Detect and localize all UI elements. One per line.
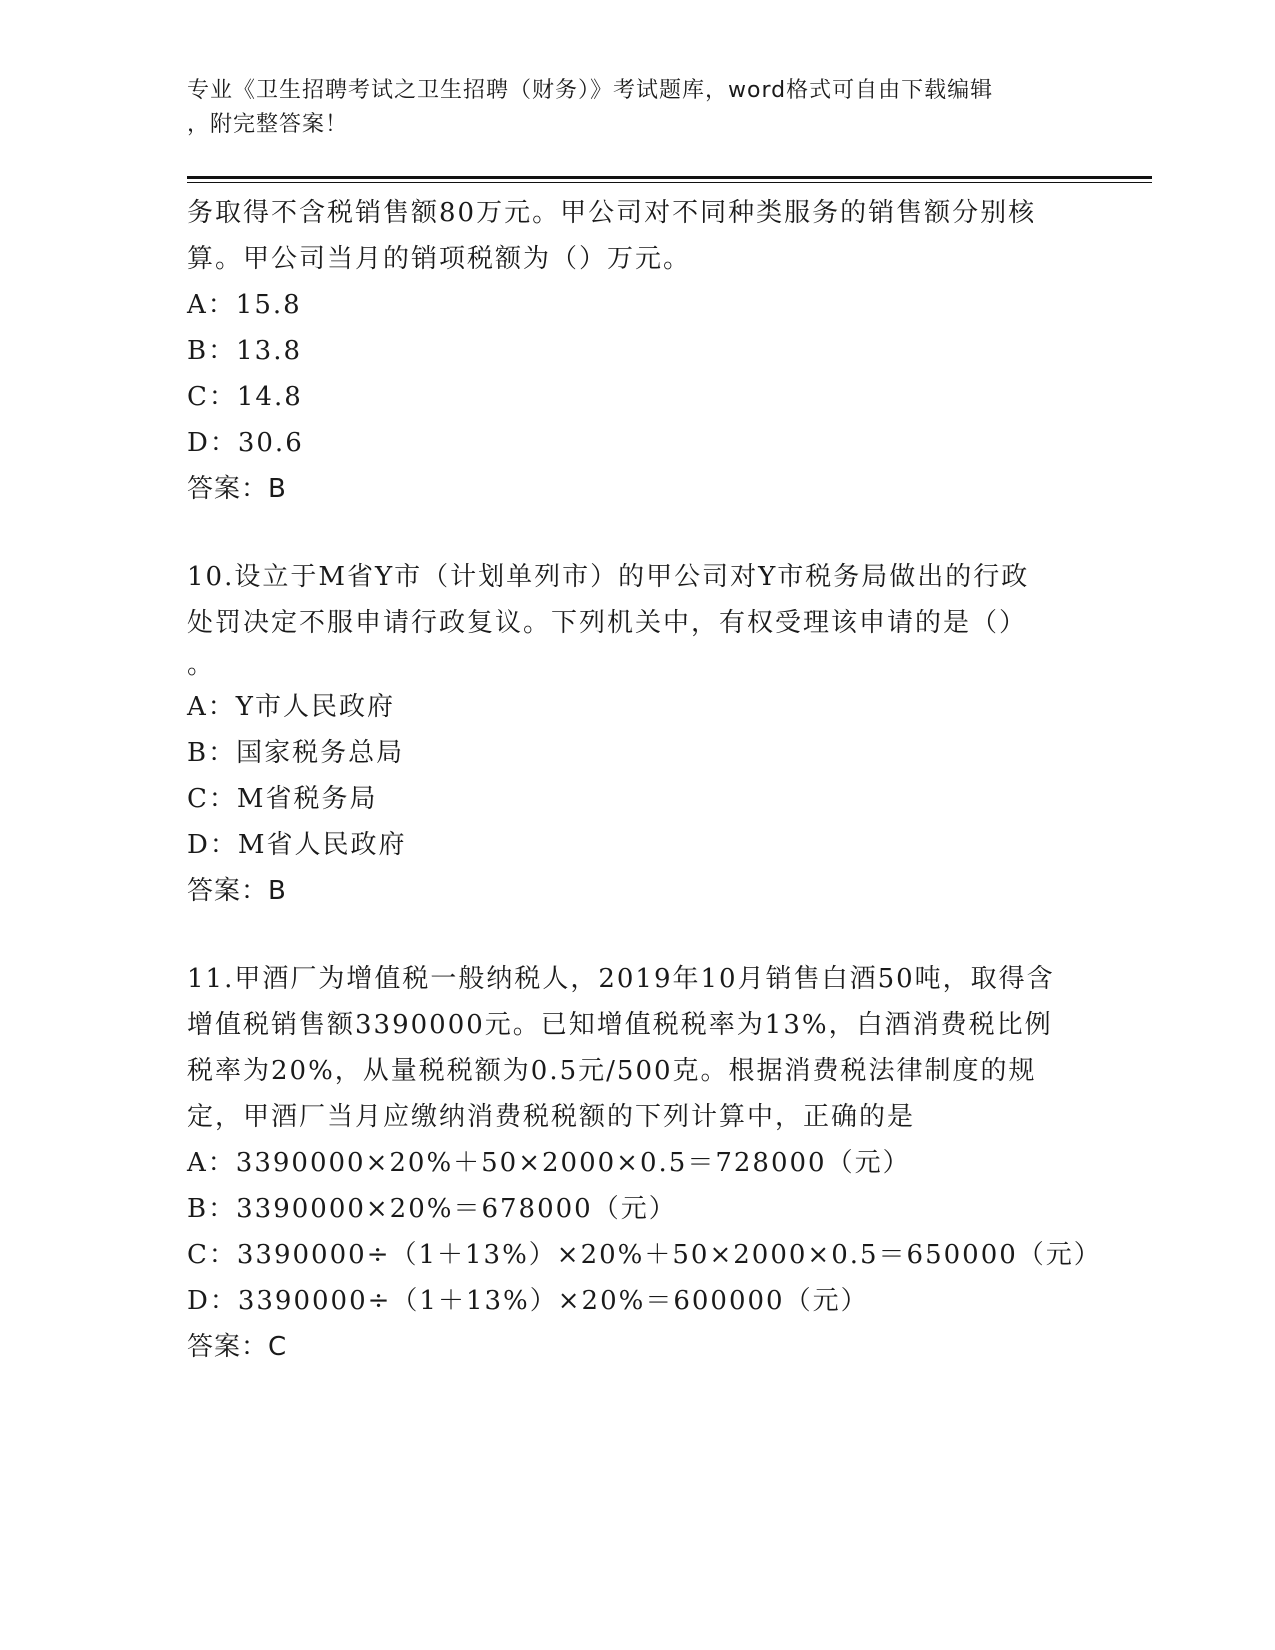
question-stem-line: 税率为20%，从量税税额为0.5元/500克。根据消费税法律制度的规 bbox=[187, 1056, 1037, 1086]
answer-line: 答案：B bbox=[187, 876, 287, 906]
header-rule-thin bbox=[187, 182, 1152, 183]
question-stem-line: 算。甲公司当月的销项税额为（）万元。 bbox=[187, 244, 692, 274]
header-line-2: ，附完整答案！ bbox=[187, 112, 349, 137]
option-b: B：13.8 bbox=[187, 336, 302, 366]
option-c: C：M省税务局 bbox=[187, 784, 378, 814]
answer-line: 答案：C bbox=[187, 1332, 288, 1362]
option-a: A：15.8 bbox=[187, 290, 302, 320]
question-11 bbox=[187, 956, 1102, 1370]
header-rule-thick bbox=[187, 176, 1152, 179]
option-a: A：3390000×20%＋50×2000×0.5＝728000（元） bbox=[187, 1148, 911, 1178]
question-list bbox=[187, 190, 1102, 1370]
question-stem-line: 定，甲酒厂当月应缴纳消费税税额的下列计算中，正确的是 bbox=[187, 1102, 916, 1132]
option-d: D：30.6 bbox=[187, 428, 304, 458]
option-d: D：M省人民政府 bbox=[187, 830, 407, 860]
question-9 bbox=[187, 190, 1087, 512]
question-10 bbox=[187, 554, 1087, 914]
option-b: B：国家税务总局 bbox=[187, 738, 405, 768]
question-stem-line: 增值税销售额3390000元。已知增值税税率为13%，白酒消费税比例 bbox=[187, 1010, 1053, 1040]
option-b: B：3390000×20%＝678000（元） bbox=[187, 1194, 677, 1224]
question-stem-line: 。 bbox=[187, 650, 216, 680]
document-header bbox=[187, 74, 1067, 142]
option-a: A：Y市人民政府 bbox=[187, 692, 395, 722]
question-stem-line: 10.设立于M省Y市（计划单列市）的甲公司对Y市税务局做出的行政 bbox=[187, 562, 1030, 592]
option-c: C：14.8 bbox=[187, 382, 303, 412]
spacer bbox=[187, 512, 1087, 554]
option-c: C：3390000÷（1＋13%）×20%＋50×2000×0.5＝650000（元） bbox=[187, 1240, 1102, 1270]
question-stem-line: 务取得不含税销售额80万元。甲公司对不同种类服务的销售额分别核 bbox=[187, 198, 1037, 228]
option-d: D：3390000÷（1＋13%）×20%＝600000（元） bbox=[187, 1286, 869, 1316]
question-stem-line: 11.甲酒厂为增值税一般纳税人，2019年10月销售白酒50吨，取得含 bbox=[187, 964, 1055, 994]
spacer bbox=[187, 914, 1087, 956]
question-stem-line: 处罚决定不服申请行政复议。下列机关中，有权受理该申请的是（） bbox=[187, 608, 1028, 638]
answer-line: 答案：B bbox=[187, 474, 287, 504]
header-line-1: 专业《卫生招聘考试之卫生招聘（财务）》考试题库，word格式可自由下载编辑 bbox=[187, 78, 994, 103]
